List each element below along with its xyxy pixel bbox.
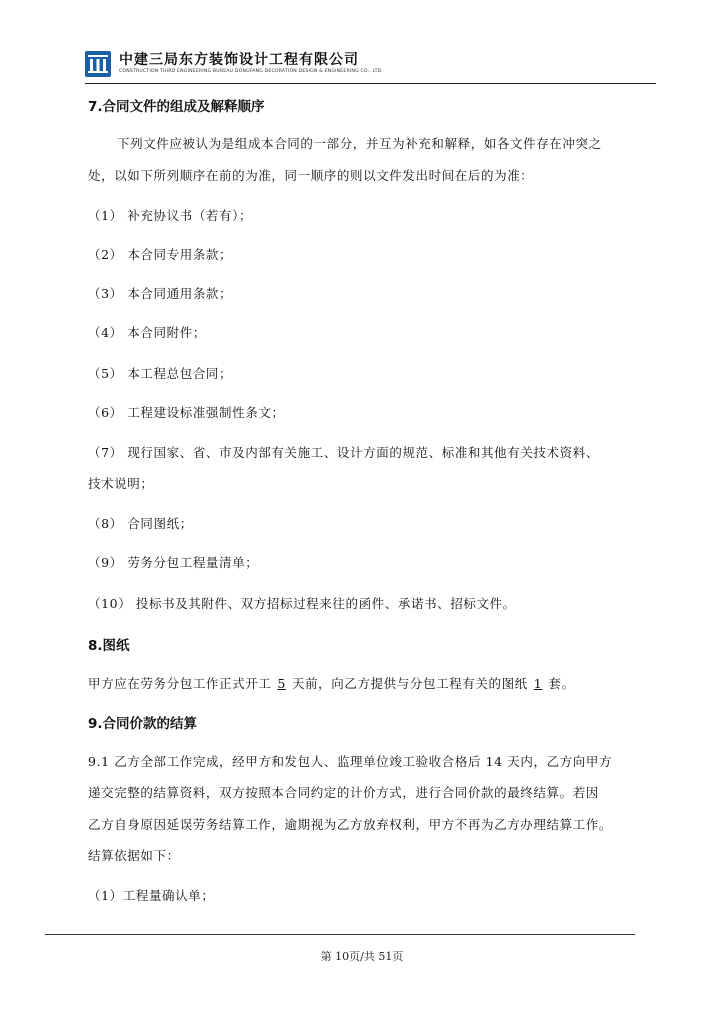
list-item: （10） 投标书及其附件、双方招标过程来往的函件、承诺书、招标文件。 bbox=[88, 596, 516, 611]
list-item: （2） 本合同专用条款； bbox=[88, 247, 233, 262]
list-item: （4） 本合同附件； bbox=[88, 325, 206, 340]
list-item: （7） 现行国家、省、市及内部有关施工、设计方面的规范、标准和其他有关技术资料、 bbox=[88, 445, 599, 460]
section-8-text-after: 套。 bbox=[548, 676, 575, 691]
section-7-intro-line-2: 处，以如下所列顺序在前的为准，同一顺序的则以文件发出时间在后的为准： bbox=[88, 168, 534, 183]
section-8-text bbox=[88, 674, 575, 692]
start-days-value: 5 bbox=[277, 676, 286, 691]
list-item: （8） 合同图纸； bbox=[88, 516, 193, 531]
company-logo-icon bbox=[85, 51, 111, 77]
list-item: （6） 工程建设标准强制性条文； bbox=[88, 405, 285, 420]
company-name-en: CONSTRUCTION THIRD ENGINEERING BUREAU DONGFANG DECORATION DESIGN & ENGINEERING CO., LTD. bbox=[119, 69, 384, 74]
list-item: （1）工程量确认单； bbox=[88, 888, 215, 903]
company-name: 中建三局东方装饰设计工程有限公司 bbox=[119, 52, 359, 68]
page-header bbox=[85, 48, 665, 84]
list-item: （9） 劳务分包工程量清单； bbox=[88, 555, 259, 570]
header-divider bbox=[85, 83, 656, 84]
section-7-intro-line-1: 下列文件应被认为是组成本合同的一部分，并互为补充和解释，如各文件存在冲突之 bbox=[117, 136, 602, 151]
section-8-text-middle: 天前，向乙方提供与分包工程有关的图纸 bbox=[291, 676, 528, 691]
list-item: （1） 补充协议书（若有）； bbox=[88, 208, 253, 223]
section-7-title: 7.合同文件的组成及解释顺序 bbox=[88, 99, 265, 115]
footer-divider bbox=[45, 934, 635, 935]
section-8-title: 8.图纸 bbox=[88, 638, 130, 654]
list-item: （3） 本合同通用条款； bbox=[88, 286, 233, 301]
section-9-para-line: 乙方自身原因延误劳务结算工作，逾期视为乙方放弃权利，甲方不再为乙方办理结算工作。 bbox=[88, 817, 613, 832]
list-item-continuation: 技术说明； bbox=[88, 476, 154, 491]
drawing-sets-value: 1 bbox=[533, 676, 543, 691]
section-9-para-line: 9.1 乙方全部工作完成，经甲方和发包人、监理单位竣工验收合格后 14 天内，乙方向甲方 bbox=[88, 754, 613, 769]
list-item: （5） 本工程总包合同； bbox=[88, 366, 233, 381]
page-number: 第 10页/共 51页 bbox=[320, 950, 404, 963]
section-8-text-before: 甲方应在劳务分包工作正式开工 bbox=[88, 676, 272, 691]
section-9-para-line: 递交完整的结算资料，双方按照本合同约定的计价方式，进行合同价款的最终结算。若因 bbox=[88, 785, 599, 800]
section-9-para-line: 结算依据如下： bbox=[88, 848, 180, 863]
section-9-title: 9.合同价款的结算 bbox=[88, 716, 198, 732]
